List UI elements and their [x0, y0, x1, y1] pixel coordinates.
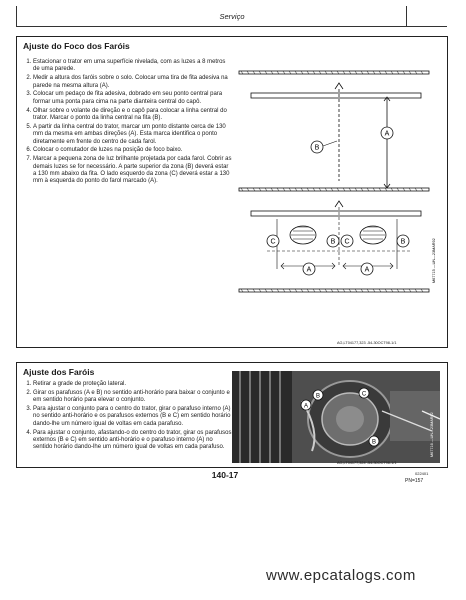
page-header — [16, 6, 447, 27]
step-item: 5. A partir da linha central do trator, marcar um ponto distante cerca de 130 mm da mesma em ambas direções (A). Esta marca identifica o ponto diretamente em frente do centro de cada farol. — [33, 124, 233, 146]
section-title: Ajuste dos Faróis — [23, 367, 95, 377]
center-mark — [335, 83, 343, 89]
step-list — [23, 59, 233, 187]
step-list — [23, 381, 233, 453]
step-item: 4. Para ajustar o conjunto, afastando-o do centro do trator, girar os parafusos externos (B e C) em sentido anti-horário e o parafuso interno (A) no sentido horário dando-lhe um número igual de voltas em cada parafuso. — [33, 430, 233, 452]
callout-a — [303, 263, 315, 275]
section-headlight-focus — [16, 36, 448, 348]
callout-b — [397, 235, 409, 247]
step-item: 6. Colocar o comutador de luzes na posição de foco baixo. — [33, 147, 233, 154]
tape-strip — [251, 93, 421, 98]
svg-text:B: B — [371, 439, 377, 446]
figure-code: M67716 —UN—23MAR92 — [430, 412, 434, 457]
section-headlight-adjust — [16, 362, 448, 468]
headlight-zone-right — [360, 226, 386, 244]
page-number: 140-17 — [211, 470, 239, 480]
callout-a — [381, 127, 393, 139]
header-title: Serviço — [219, 12, 245, 21]
step-item: 1. Retirar a grade de proteção lateral. — [33, 381, 233, 388]
floor-line — [239, 289, 429, 292]
svg-text:C: C — [270, 238, 276, 246]
headlight-zone-left — [290, 226, 316, 244]
reference-code: AG,LT04177,324 -54-30OCT98-1/1 — [337, 461, 397, 465]
callout-b — [311, 141, 337, 153]
step-item: 4. Olhar sobre o volante de direção e o capô para colocar a linha central do trator. Marcar o ponto da linha central na fita (B). — [33, 108, 233, 123]
focus-diagram — [237, 51, 442, 341]
tape-strip — [251, 211, 421, 216]
svg-text:B: B — [400, 238, 406, 246]
callout-c — [267, 235, 279, 247]
svg-text:A: A — [384, 130, 390, 138]
callout-b — [313, 390, 323, 400]
callout-b — [369, 436, 379, 446]
step-item: 7. Marcar a pequena zona de luz brilhante projetada por cada farol. Cobrir as demais luzes se for necessário. A parte superior da zona (B) deverá estar a 130 mm abaixo da fita. O lado esquerdo da zona (C) deverá estar a 130 mm à esquerda do ponto do farol marcado (A). — [33, 156, 233, 186]
step-item: 2. Girar os parafusos (A e B) no sentido anti-horário para baixar o conjunto e em sentido horário para elevar o conjunto. — [33, 390, 233, 405]
step-item: 3. Colocar um pedaço de fita adesiva, dobrado em seu ponto central para formar uma ponta para cima na parte dianteira central do capô. — [33, 91, 233, 106]
svg-text:B: B — [314, 144, 320, 152]
footer-date: 022401 — [415, 471, 429, 476]
reference-code: AG,LT04177,323 -54-30OCT98-1/1 — [337, 341, 397, 345]
wall-top — [239, 71, 429, 74]
svg-text:A: A — [306, 266, 312, 274]
svg-text:C: C — [361, 391, 367, 398]
figure-code: M67715 —UN—23MAR92 — [432, 238, 436, 283]
callout-c — [359, 388, 369, 398]
step-item: 2. Medir a altura dos faróis sobre o solo. Colocar uma tira de fita adesiva na parede na mesma altura (A). — [33, 75, 233, 90]
watermark: www.epcatalogs.com — [266, 567, 416, 584]
svg-text:B: B — [330, 238, 336, 246]
page-footer — [0, 470, 466, 500]
header-divider — [406, 6, 407, 26]
footer-pn: PN=157 — [405, 478, 424, 484]
headlight-photo — [232, 371, 440, 463]
svg-text:A: A — [303, 403, 309, 410]
wall-middle — [239, 188, 429, 191]
callout-b — [327, 235, 339, 247]
svg-text:B: B — [315, 393, 321, 400]
callout-a — [301, 400, 311, 410]
callout-c — [341, 235, 353, 247]
svg-text:A: A — [364, 266, 370, 274]
svg-text:C: C — [344, 238, 350, 246]
step-item: 1. Estacionar o trator em uma superfície nivelada, com as luzes a 8 metros de uma parede. — [33, 59, 233, 74]
step-item: 3. Para ajustar o conjunto para o centro do trator, girar o parafuso interno (A) no sentido anti-horário e os parafusos externos (B e C) em sentido horário dando-lhe um número igual de voltas em cada parafuso. — [33, 406, 233, 428]
callout-a — [361, 263, 373, 275]
section-title: Ajuste do Foco dos Faróis — [23, 41, 130, 51]
